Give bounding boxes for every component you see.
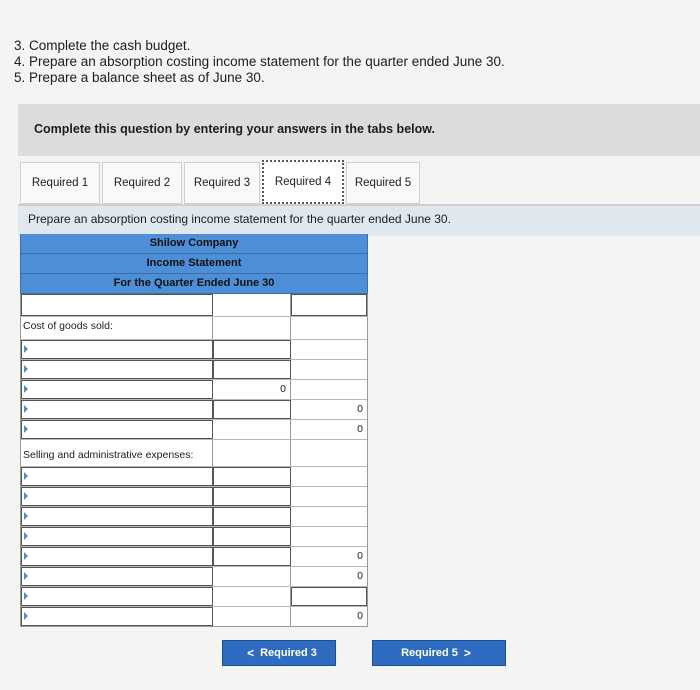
sales-amount-input[interactable]: [291, 294, 367, 316]
instruction-line-4: 4. Prepare an absorption costing income statement for the quarter ended June 30.: [14, 54, 505, 69]
blank-cell: [291, 527, 367, 546]
company-name: Shilow Company: [21, 234, 367, 254]
prev-button-label: Required 3: [260, 647, 317, 659]
next-button-label: Required 5: [401, 647, 458, 659]
cogs-subtotal: 0: [213, 380, 291, 399]
net-income-amount: 0: [357, 610, 363, 622]
sga-item-5-input[interactable]: [21, 547, 213, 566]
dropdown-marker-icon: [24, 365, 28, 373]
blank-cell: [291, 467, 367, 486]
tab-bar: [18, 162, 700, 206]
blank-cell: [213, 587, 291, 606]
sga-item-1-amount[interactable]: [213, 467, 291, 486]
statement-grid: [20, 294, 368, 627]
blank-cell: [213, 317, 291, 339]
cogs-total: 0: [357, 403, 363, 415]
banner-text: Complete this question by entering your answers in the tabs below.: [34, 122, 435, 136]
cogs-item-1-input[interactable]: [21, 340, 213, 359]
tab-required-2[interactable]: Required 2: [102, 162, 182, 204]
other-item-amount[interactable]: [291, 587, 367, 606]
prompt-bar: [18, 206, 700, 236]
sga-item-3-amount[interactable]: [213, 507, 291, 526]
blank-cell: [213, 440, 291, 466]
sales-label-input[interactable]: [21, 294, 213, 316]
dropdown-marker-icon: [24, 572, 28, 580]
sga-item-3-input[interactable]: [21, 507, 213, 526]
tab-required-1[interactable]: Required 1: [20, 162, 100, 204]
gross-margin-input[interactable]: [21, 420, 213, 439]
blank-cell: [291, 340, 367, 359]
cogs-item-4-amount[interactable]: [213, 400, 291, 419]
blank-cell: [291, 317, 367, 339]
cogs-item-1-amount[interactable]: [213, 340, 291, 359]
operating-income-amount: 0: [357, 570, 363, 582]
blank-cell: [291, 487, 367, 506]
sga-item-4-input[interactable]: [21, 527, 213, 546]
blank-cell: [213, 567, 291, 586]
instruction-line-3: 3. Complete the cash budget.: [14, 38, 191, 53]
prompt-text: Prepare an absorption costing income statement for the quarter ended June 30.: [28, 212, 451, 226]
dropdown-marker-icon: [24, 472, 28, 480]
dropdown-marker-icon: [24, 512, 28, 520]
cogs-item-2-amount[interactable]: [213, 360, 291, 379]
sga-item-5-amount[interactable]: [213, 547, 291, 566]
dropdown-marker-icon: [24, 612, 28, 620]
blank-cell: [291, 507, 367, 526]
sga-item-2-input[interactable]: [21, 487, 213, 506]
instruction-line-5: 5. Prepare a balance sheet as of June 30.: [14, 70, 265, 85]
dropdown-marker-icon: [24, 345, 28, 353]
tab-required-4[interactable]: Required 4: [262, 160, 344, 204]
tab-required-3[interactable]: Required 3: [184, 162, 260, 204]
cogs-item-2-input[interactable]: [21, 360, 213, 379]
blank-cell: [291, 360, 367, 379]
blank-cell: [213, 607, 291, 626]
sga-total: 0: [357, 550, 363, 562]
blank-cell: [291, 380, 367, 399]
next-required-5-button[interactable]: [372, 640, 506, 666]
sga-label: Selling and administrative expenses:: [21, 440, 213, 466]
statement-title: Income Statement: [21, 254, 367, 274]
dropdown-marker-icon: [24, 552, 28, 560]
prev-required-3-button[interactable]: [222, 640, 336, 666]
sga-item-2-amount[interactable]: [213, 487, 291, 506]
cogs-label: Cost of goods sold:: [21, 317, 213, 339]
blank-cell: [291, 440, 367, 466]
statement-header: [20, 234, 368, 294]
income-statement: [20, 234, 368, 627]
instructions: [14, 38, 505, 86]
statement-period: For the Quarter Ended June 30: [113, 277, 275, 289]
tab-required-5[interactable]: Required 5: [346, 162, 420, 204]
sga-item-4-amount[interactable]: [213, 527, 291, 546]
blank-cell: [213, 294, 291, 316]
cogs-item-3-input[interactable]: [21, 380, 213, 399]
dropdown-marker-icon: [24, 532, 28, 540]
question-banner: [18, 104, 700, 156]
blank-cell: [213, 420, 291, 439]
sga-item-1-input[interactable]: [21, 467, 213, 486]
dropdown-marker-icon: [24, 592, 28, 600]
other-item-input[interactable]: [21, 587, 213, 606]
dropdown-marker-icon: [24, 492, 28, 500]
dropdown-marker-icon: [24, 425, 28, 433]
cogs-item-4-input[interactable]: [21, 400, 213, 419]
dropdown-marker-icon: [24, 385, 28, 393]
chevron-right-icon: >: [463, 646, 471, 660]
net-income-input[interactable]: [21, 607, 213, 626]
gross-margin-amount: 0: [357, 423, 363, 435]
dropdown-marker-icon: [24, 405, 28, 413]
chevron-left-icon: <: [247, 646, 255, 660]
operating-income-input[interactable]: [21, 567, 213, 586]
